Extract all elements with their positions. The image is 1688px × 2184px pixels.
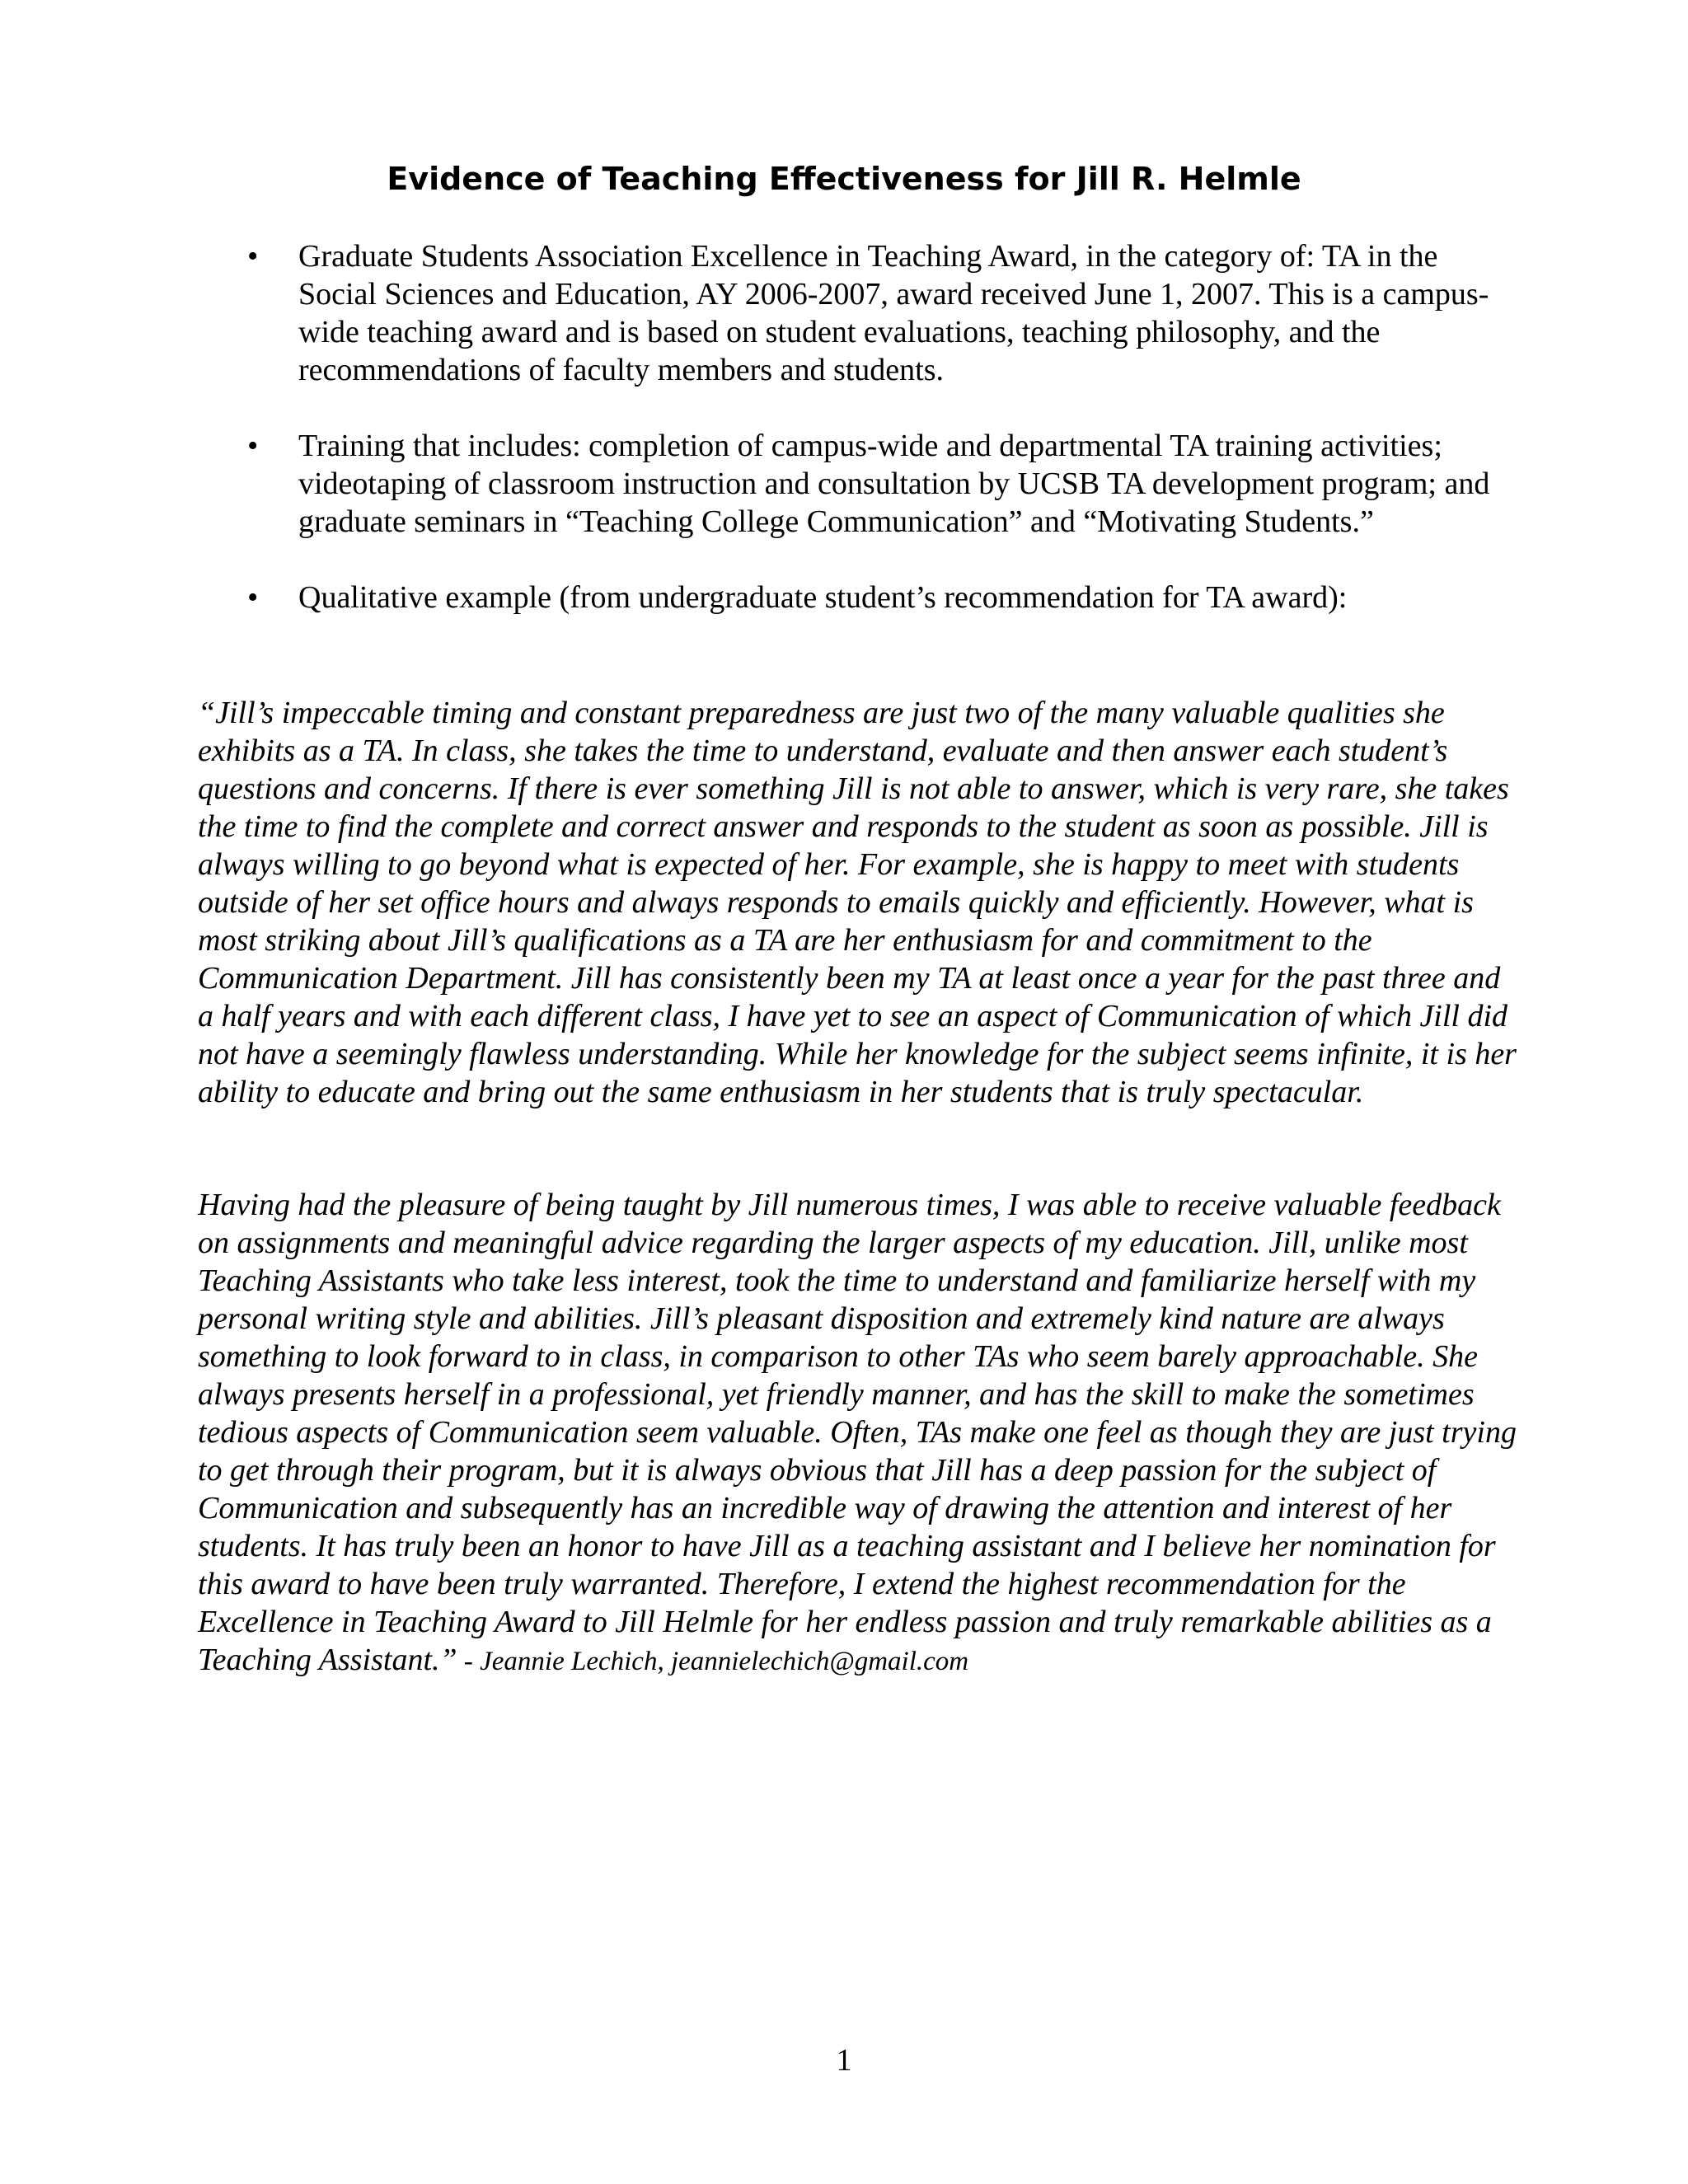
bullet-item-award (247, 237, 1500, 389)
bullet-icon: • (247, 239, 259, 274)
bullet-icon: • (247, 429, 259, 463)
bullet-list (247, 237, 1500, 654)
document-title: Evidence of Teaching Effectiveness for Jill R. Helmle (387, 161, 1301, 197)
bullet-text: Training that includes: completion of campus-wide and departmental TA training activities; videotaping of classroom instruction and consultation by UCSB TA development program; and graduate seminars in “Teaching College Communication” and “Motivating Students.” (298, 429, 1490, 539)
bullet-text: Graduate Students Association Excellence in Teaching Award, in the category of: TA in the Social Sciences and Education, AY 2006-2007, award received June 1, 2007. This is a campus-wide teaching award and is based on student evaluations, teaching philosophy, and the recommendations of faculty members and students. (298, 239, 1489, 387)
quote-paragraph-1: “Jill’s impeccable timing and constant preparedness are just two of the many valuable qualities she exhibits as a TA. In class, she takes the time to understand, evaluate and then answer each student’s questions and concerns. If there is ever something Jill is not able to answer, which is very rare, she takes the time to find the complete and correct answer and responds to the student as soon as possible. Jill is always willing to go beyond what is expected of her. For example, she is happy to meet with students outside of her set office hours and always responds to emails quickly and efficiently. However, what is most striking about Jill’s qualifications as a TA are her enthusiasm for and commitment to the Communication Department. Jill has consistently been my TA at least once a year for the past three and a half years and with each different class, I have yet to see an aspect of Communication of which Jill did not have a seemingly flawless understanding. While her knowledge for the subject seems infinite, it is her ability to educate and bring out the same enthusiasm in her students that is truly spectacular. (198, 696, 1517, 1109)
bullet-text: Qualitative example (from undergraduate student’s recommendation for TA award): (298, 580, 1348, 615)
bullet-icon: • (247, 580, 259, 615)
bullet-item-training (247, 427, 1500, 541)
bullet-item-qualitative (247, 579, 1500, 616)
quote-attribution: - Jeannie Lechich, jeannielechich@gmail.com (457, 1647, 969, 1676)
quote-paragraph-2-text: Having had the pleasure of being taught by Jill numerous times, I was able to receive valuable feedback on assignments and meaningful advice regarding the larger aspects of my education. Jill, unlike most Teaching Assistants who take less interest, took the time to understand and familiarize herself with my personal writing style and abilities. Jill’s pleasant disposition and extremely kind nature are always something to look forward to in class, in comparison to other TAs who seem barely approachable. She always presents herself in a professional, yet friendly manner, and has the skill to make the sometimes tedious aspects of Communication seem valuable. Often, TAs make one feel as though they are just trying to get through their program, but it is always obvious that Jill has a deep passion for the subject of Communication and subsequently has an incredible way of drawing the attention and interest of her students. It has truly been an honor to have Jill as a teaching assistant and I believe her nomination for this award to have been truly warranted. Therefore, I extend the highest recommendation for the Excellence in Teaching Award to Jill Helmle for her endless passion and truly remarkable abilities as a Teaching Assistant.” (198, 1188, 1517, 1677)
page-number: 1 (836, 2043, 852, 2078)
quote-paragraph-2 (198, 1186, 1517, 1680)
